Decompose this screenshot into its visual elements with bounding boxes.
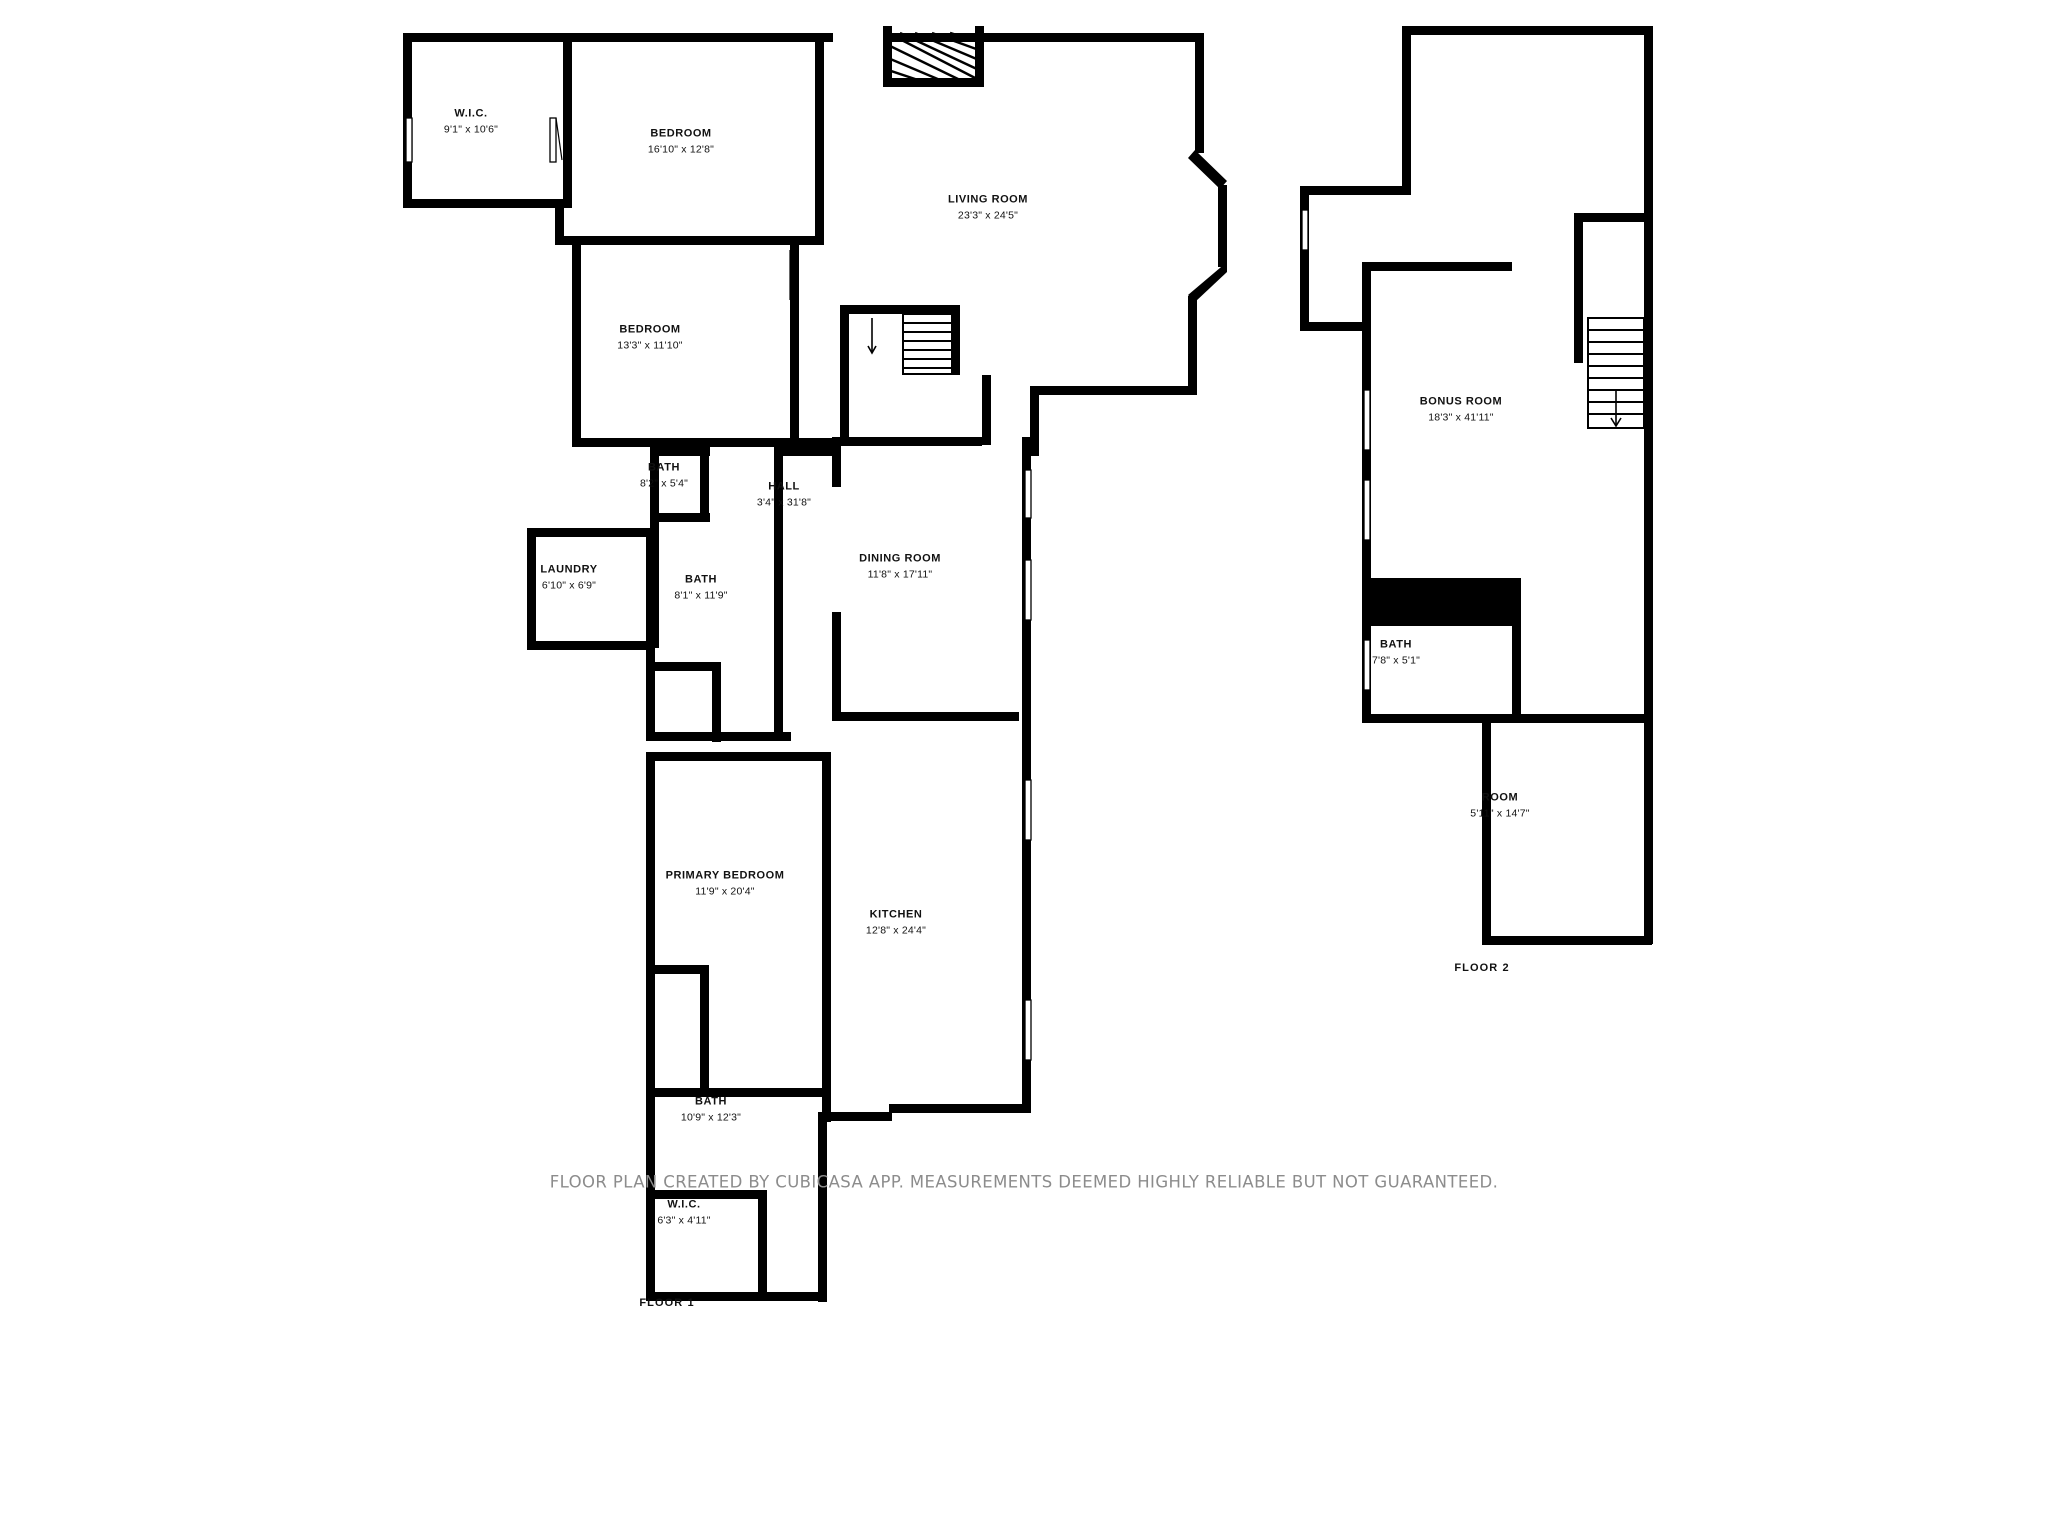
room-name: BEDROOM	[650, 127, 712, 140]
room-dimensions: 9'1" x 10'6"	[443, 123, 499, 136]
room-name: BEDROOM	[619, 323, 681, 336]
room-name: BATH	[695, 1095, 727, 1108]
room-dimensions: 5'11" x 14'7"	[1470, 807, 1530, 820]
windows-floor-1	[406, 118, 1031, 1060]
room-name: BONUS ROOM	[1419, 395, 1503, 408]
room-dimensions: 12'8" x 24'4"	[865, 924, 927, 937]
room-dimensions: 16'10" x 12'8"	[647, 143, 715, 156]
room-name: BATH	[1380, 638, 1412, 651]
room-dimensions: 8'1" x 11'9"	[674, 589, 728, 602]
room-dimensions: 11'8" x 17'11"	[867, 568, 933, 581]
room-name: LIVING ROOM	[948, 193, 1028, 206]
room-dimensions: 23'3" x 24'5"	[957, 209, 1019, 222]
floor-1-geometry	[403, 26, 1227, 1302]
room-name: BATH	[648, 461, 680, 474]
room-name: LAUNDRY	[540, 563, 598, 576]
room-name: PRIMARY BEDROOM	[665, 869, 785, 882]
room-name: HALL	[768, 480, 800, 493]
room-name: BATH	[685, 573, 717, 586]
room-dimensions: 8'2" x 5'4"	[639, 477, 689, 490]
room-dimensions: 18'3" x 41'11"	[1428, 411, 1494, 424]
room-dimensions: 6'3" x 4'11"	[657, 1214, 711, 1227]
room-dimensions: 10'9" x 12'3"	[680, 1111, 742, 1124]
room-dimensions: 7'8" x 5'1"	[1371, 654, 1421, 667]
room-dimensions: 3'4" x 31'8"	[756, 496, 812, 509]
room-name: ROOM	[1481, 791, 1519, 804]
room-name: W.I.C.	[667, 1198, 701, 1211]
floor-2-caption: FLOOR 2	[1454, 962, 1510, 974]
room-dimensions: 11'9" x 20'4"	[695, 885, 755, 898]
room-name: KITCHEN	[869, 908, 923, 921]
floor-2-geometry	[1300, 26, 1653, 945]
room-dimensions: 13'3" x 11'10"	[617, 339, 683, 352]
room-name: DINING ROOM	[859, 552, 941, 565]
room-name: W.I.C.	[454, 107, 488, 120]
floor-1-caption: FLOOR 1	[639, 1297, 695, 1309]
room-dimensions: 6'10" x 6'9"	[541, 579, 597, 592]
disclaimer-text: FLOOR PLAN CREATED BY CUBICASA APP. MEASUREMENTS DEEMED HIGHLY RELIABLE BUT NOT GUARANTEED.	[549, 1172, 1499, 1192]
